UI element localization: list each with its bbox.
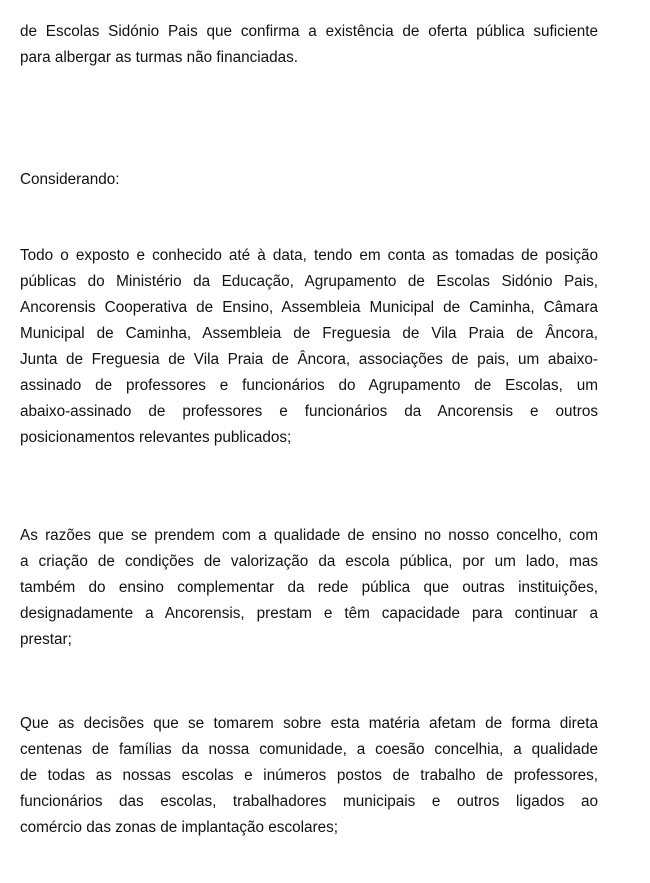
text-line: comércio das zonas de implantação escolares; <box>20 819 339 836</box>
text-line: também do ensino complementar da rede pública que outras instituições, <box>20 579 598 596</box>
text-line: Ancorensis Cooperativa de Ensino, Assembleia Municipal de Caminha, Câmara <box>20 299 598 316</box>
text-line: de Escolas Sidónio Pais que confirma a existência de oferta pública suficiente <box>20 23 598 40</box>
text-line: Municipal de Caminha, Assembleia de Freguesia de Vila Praia de Âncora, <box>20 325 598 342</box>
text-line: Que as decisões que se tomarem sobre esta matéria afetam de forma direta <box>20 715 598 732</box>
text-line: prestar; <box>20 631 72 648</box>
text-line: a criação de condições de valorização da escola pública, por um lado, mas <box>20 553 598 570</box>
text-line: Junta de Freguesia de Vila Praia de Âncora, associações de pais, um abaixo- <box>20 351 598 368</box>
text-line: Considerando: <box>20 171 120 188</box>
text-line: de todas as nossas escolas e inúmeros postos de trabalho de professores, <box>20 767 598 784</box>
text-line: As razões que se prendem com a qualidade de ensino no nosso concelho, com <box>20 527 598 544</box>
text-line: posicionamentos relevantes publicados; <box>20 429 292 446</box>
text-line: abaixo-assinado de professores e funcionários da Ancorensis e outros <box>20 403 598 420</box>
text-line: assinado de professores e funcionários do Agrupamento de Escolas, um <box>20 377 598 394</box>
text-line: Todo o exposto e conhecido até à data, tendo em conta as tomadas de posição <box>20 247 598 264</box>
text-line: centenas de famílias da nossa comunidade, a coesão concelhia, a qualidade <box>20 741 598 758</box>
text-line: públicas do Ministério da Educação, Agrupamento de Escolas Sidónio Pais, <box>20 273 598 290</box>
text-line: para albergar as turmas não financiadas. <box>20 49 299 66</box>
text-line: funcionários das escolas, trabalhadores municipais e outros ligados ao <box>20 793 598 810</box>
text-line: designadamente a Ancorensis, prestam e têm capacidade para continuar a <box>20 605 598 622</box>
